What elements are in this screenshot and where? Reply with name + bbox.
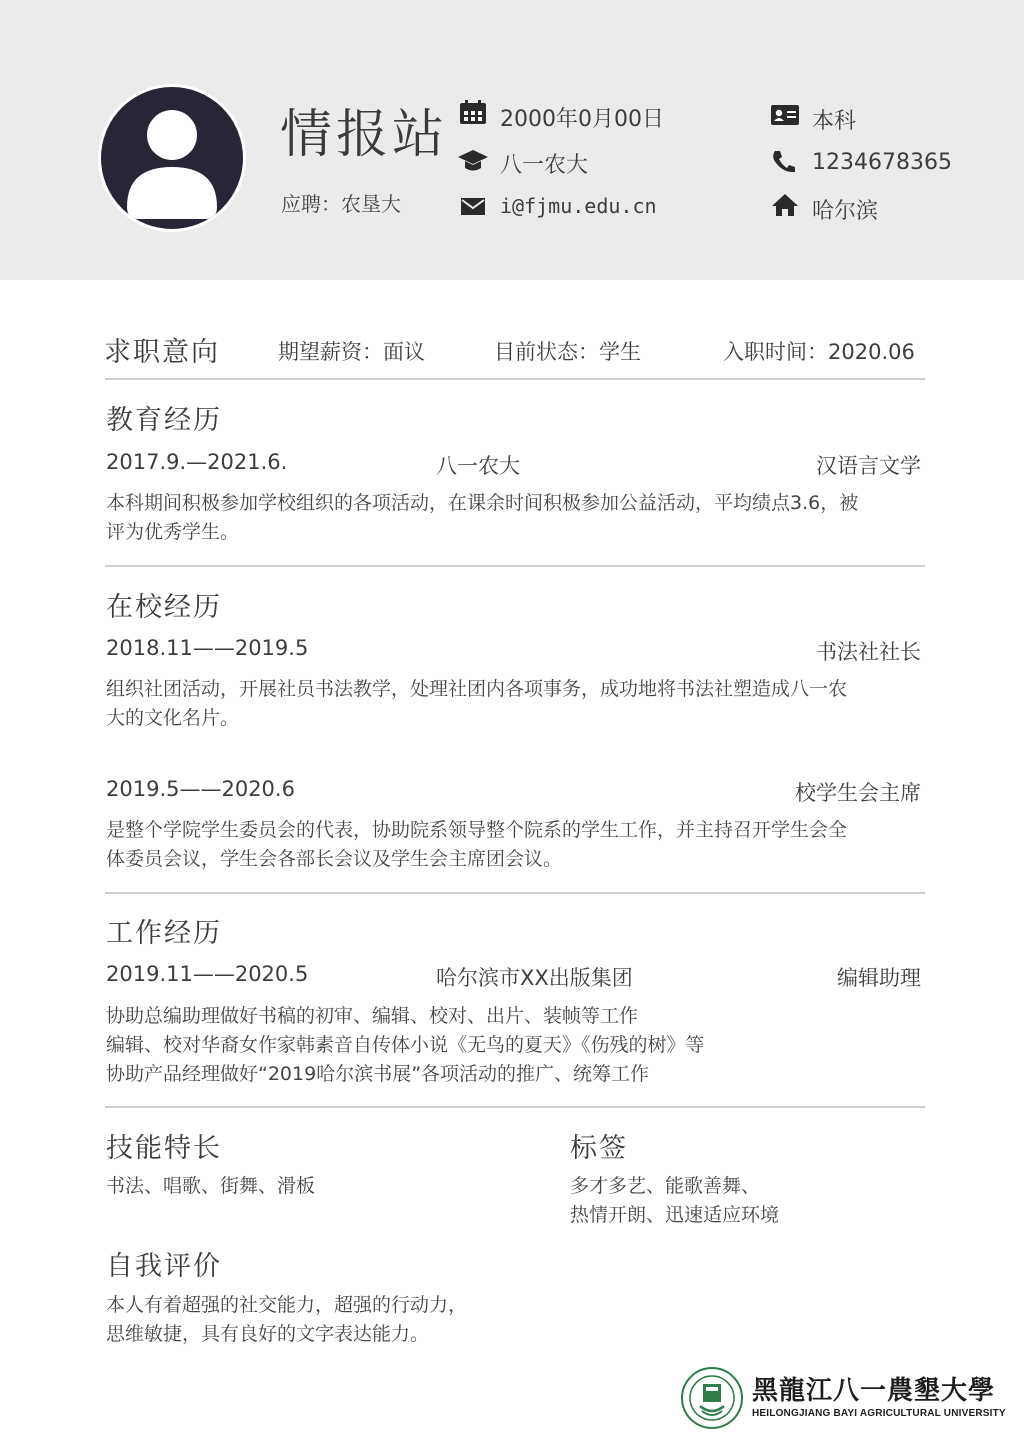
work-company: 哈尔滨市XX出版集团: [436, 966, 633, 990]
skills-title: 技能特长: [106, 1133, 222, 1164]
work-period: 2019.11——2020.5: [106, 962, 309, 986]
divider: [105, 892, 925, 894]
campus-title: 在校经历: [106, 592, 222, 623]
candidate-name: 情报站: [280, 105, 449, 165]
university-name-en: HEILONGJIANG BAYI AGRICULTURAL UNIVERSITY: [752, 1408, 1006, 1419]
campus-desc-line: 组织社团活动，开展社员书法教学，处理社团内各项事务，成功地将书法社塑造成八一农: [106, 678, 848, 700]
intent-status: 目前状态：学生: [494, 340, 641, 364]
divider: [105, 1106, 925, 1108]
university-logo: [680, 1366, 1006, 1430]
school-info: [458, 148, 738, 178]
divider: [105, 565, 925, 567]
skills-text: 书法、唱歌、街舞、滑板: [106, 1175, 316, 1197]
tags-line: 多才多艺、能歌善舞、: [570, 1175, 761, 1197]
campus-desc-line: 大的文化名片。: [106, 707, 240, 729]
work-role: 编辑助理: [837, 966, 921, 990]
education-school: 八一农大: [436, 454, 520, 478]
apply-position: 应聘：农垦大: [281, 192, 401, 216]
phone-icon: [770, 148, 800, 174]
tags-title: 标签: [570, 1133, 628, 1164]
campus-desc-line: 体委员会议，学生会各部长会议及学生会主席团会议。: [106, 848, 563, 870]
work-desc-line: 协助总编助理做好书稿的初审、编辑、校对、出片、装帧等工作: [106, 1005, 639, 1027]
self-line: 思维敏捷，具有良好的文字表达能力。: [106, 1323, 430, 1345]
campus-period: 2018.11——2019.5: [106, 636, 309, 660]
education-title: 教育经历: [106, 405, 222, 436]
email-info: [458, 194, 738, 224]
intent-entry: 入职时间：2020.06: [723, 340, 915, 364]
campus-desc-line: 是整个学院学生委员会的代表，协助院系领导整个院系的学生工作，并主持召开学生会全: [106, 819, 848, 841]
intent-salary: 期望薪资：面议: [278, 340, 425, 364]
education-major: 汉语言文学: [816, 454, 921, 478]
campus-period: 2019.5——2020.6: [106, 777, 295, 801]
birth-date: 2000年0月00日: [500, 107, 664, 132]
phone-number[interactable]: 1234678365: [812, 150, 952, 175]
phone-info: [770, 150, 970, 180]
birth-info: [458, 102, 738, 132]
calendar-icon: [458, 100, 488, 126]
school-name: 八一农大: [500, 153, 589, 178]
work-desc-line: 编辑、校对华裔女作家韩素音自传体小说《无鸟的夏天》《伤残的树》等: [106, 1034, 705, 1056]
university-emblem-icon: [680, 1366, 744, 1430]
tags-line: 热情开朗、迅速适应环境: [570, 1204, 780, 1226]
avatar: [98, 84, 246, 232]
city: 哈尔滨: [812, 199, 879, 224]
degree-info: [770, 104, 970, 134]
self-line: 本人有着超强的社交能力，超强的行动力，: [106, 1294, 468, 1316]
degree: 本科: [812, 109, 857, 134]
email-address[interactable]: i@fjmu.edu.cn: [500, 194, 657, 218]
intent-title: 求职意向: [104, 337, 220, 368]
education-desc-line: 本科期间积极参加学校组织的各项活动，在课余时间积极参加公益活动，平均绩点3.6，被: [106, 492, 859, 514]
mail-icon: [458, 194, 488, 220]
campus-role: 校学生会主席: [795, 781, 921, 805]
education-period: 2017.9.—2021.6.: [106, 450, 288, 474]
city-info: [770, 194, 970, 224]
home-icon: [770, 192, 800, 218]
campus-role: 书法社社长: [816, 640, 921, 664]
education-desc-line: 评为优秀学生。: [106, 521, 240, 543]
id-card-icon: [770, 102, 800, 128]
work-desc-line: 协助产品经理做好“2019哈尔滨书展”各项活动的推广、统筹工作: [106, 1063, 650, 1085]
graduation-cap-icon: [458, 148, 488, 174]
work-title: 工作经历: [106, 918, 222, 949]
divider: [105, 378, 925, 380]
person-avatar-icon: [101, 87, 243, 229]
university-name-cn: 黑龍江八一農墾大學: [752, 1376, 996, 1406]
self-title: 自我评价: [106, 1251, 222, 1282]
